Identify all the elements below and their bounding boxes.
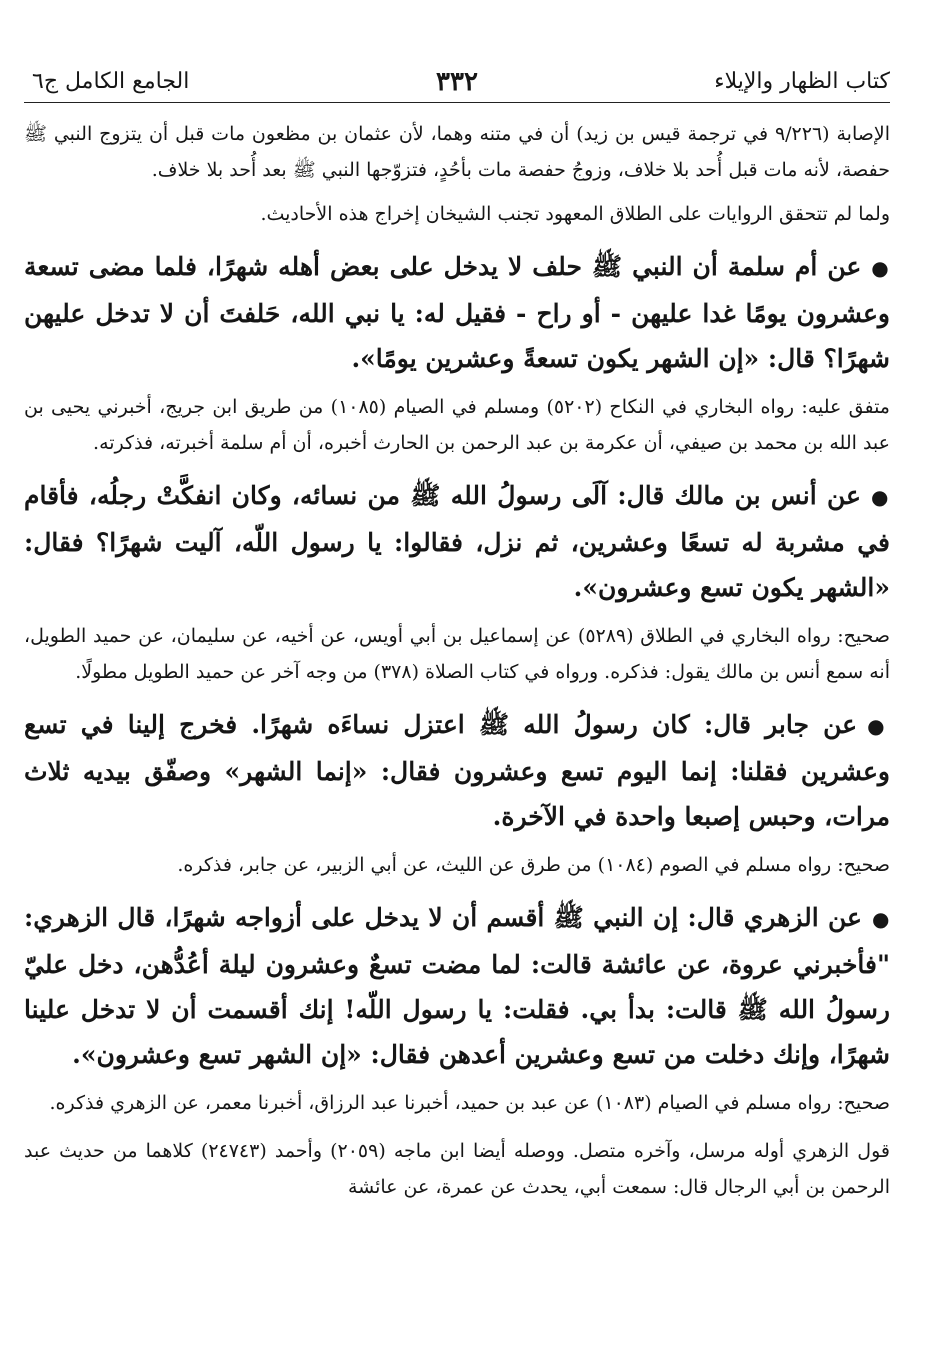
bullet-icon: ● [870, 485, 890, 509]
hadith-paragraph [24, 702, 890, 839]
footnote-continuation: الإصابة (٩/٢٢٦ في ترجمة قيس بن زيد) أن في متنه وهما، لأن عثمان بن مظعون مات قبل أن يتزوج النبي ﷺ حفصة، لأنه مات قبل أُحد بلا خلاف، وزوجُ حفصة مات بأحُدٍ، فتزوّجها النبي ﷺ بعد أُحد بلا خلاف. [24, 123, 890, 181]
takhrij-paragraph: صحيح: رواه مسلم في الصوم (١٠٨٤) من طرق عن الليث، عن أبي الزبير، عن جابر، فذكره. [177, 854, 890, 876]
bullet-icon: ● [867, 714, 890, 738]
book-title: الجامع الكامل ج٦ [32, 69, 190, 94]
takhrij-paragraph: صحيح: رواه البخاري في الطلاق (٥٢٨٩) عن إسماعيل بن أبي أويس، عن أخيه، عن سليمان، عن حميد الطويل، أنه سمع أنس بن مالك يقول: فذكره. ورواه في كتاب الصلاة (٣٧٨) من وجه آخر عن حميد الطويل مطولًا. [24, 625, 890, 683]
hadith-text: عن أنس بن مالك قال: آلَى رسولُ الله ﷺ من نسائه، وكان انفكَّتْ رجلُه، فأقام في مشربة له تسعًا وعشرين، ثم نزل، فقالوا: يا رسول اللّه، آليت شهرًا؟ فقال: «الشهر يكون تسع وعشرون». [24, 481, 890, 602]
page-header [24, 62, 890, 103]
hadith-text: عن جابر قال: كان رسولُ الله ﷺ اعتزل نساءَه شهرًا. فخرج إلينا في تسع وعشرين فقلنا: إنما اليوم تسع وعشرون فقال: «إنما الشهر» وصفّق بيديه ثلاث مرات، وحبس إصبعا واحدة في الآخرة. [24, 710, 890, 831]
hadith-paragraph [24, 473, 890, 610]
page-body [24, 116, 890, 1360]
takhrij-paragraph: صحيح: رواه مسلم في الصيام (١٠٨٣) عن عبد بن حميد، أخبرنا عبد الرزاق، أخبرنا معمر، عن الزهري فذكره. [49, 1092, 890, 1114]
hadith-paragraph [24, 895, 890, 1077]
hadith-text: عن أم سلمة أن النبي ﷺ حلف لا يدخل على بعض أهله شهرًا، فلما مضى تسعة وعشرون يومًا غدا عليهن - أو راح - فقيل له: يا نبي الله، حَلفتَ أن لا تدخل عليهن شهرًا؟ قال: «إن الشهر يكون تسعةً وعشرين يومًا». [24, 252, 890, 373]
bullet-icon: ● [871, 256, 890, 280]
bullet-icon: ● [871, 907, 890, 931]
commentary-paragraph: ولما لم تتحقق الروايات على الطلاق المعهود تجنب الشيخان إخراج هذه الأحاديث. [260, 203, 890, 225]
chapter-title: كتاب الظهار والإيلاء [714, 69, 890, 94]
takhrij-paragraph: متفق عليه: رواه البخاري في النكاح (٥٢٠٢) ومسلم في الصيام (١٠٨٥) من طريق ابن جريج، أخبرني يحيى بن عبد الله بن محمد بن صيفي، أن عكرمة بن عبد الرحمن بن الحارث أخبره، أن أم سلمة أخبرته، فذكرته. [24, 396, 890, 454]
commentary-paragraph: قول الزهري أوله مرسل، وآخره متصل. ووصله أيضا ابن ماجه (٢٠٥٩) وأحمد (٢٤٧٤٣) كلاهما من حديث عبد الرحمن بن أبي الرجال قال: سمعت أبي، يحدث عن عمرة، عن عائشة [24, 1140, 890, 1198]
page-number: ٣٣٢ [436, 67, 478, 97]
hadith-paragraph [24, 244, 890, 381]
hadith-text: عن الزهري قال: إن النبي ﷺ أقسم أن لا يدخل على أزواجه شهرًا، قال الزهري: "فأخبرني عروة، عن عائشة قالت: لما مضت تسعٌ وعشرون ليلة أعُدُّهن، دخل عليّ رسولُ الله ﷺ قالت: بدأ بي. فقلت: يا رسول اللّه! إنك أقسمت أن لا تدخل علينا شهرًا، وإنك دخلت من تسع وعشرين أعدهن فقال: «إن الشهر تسع وعشرون». [24, 903, 890, 1069]
